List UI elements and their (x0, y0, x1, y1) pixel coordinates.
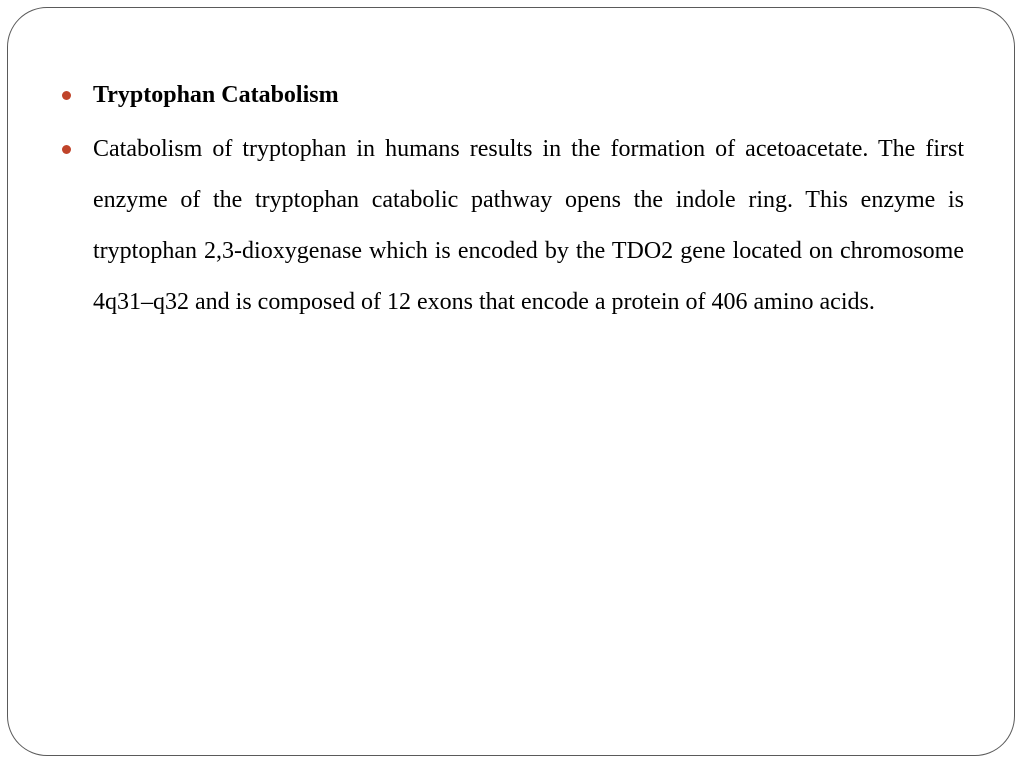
body-text: Catabolism of tryptophan in humans results in the formation of acetoacetate. The first enzyme of the tryptophan catabolic pathway opens the indole ring. This enzyme is tryptophan 2,3-dioxygenase which is encoded by the TDO2 gene located on chromosome 4q31–q32 and is composed of 12 exons that encode a protein of 406 amino acids. (93, 136, 964, 315)
bullet-item-heading (60, 76, 964, 114)
bullet-item-body (60, 124, 964, 328)
heading-text: Tryptophan Catabolism (93, 82, 339, 108)
bullet-dot-icon (62, 145, 71, 154)
bullet-dot-icon (62, 91, 71, 100)
bullet-list (60, 76, 964, 328)
